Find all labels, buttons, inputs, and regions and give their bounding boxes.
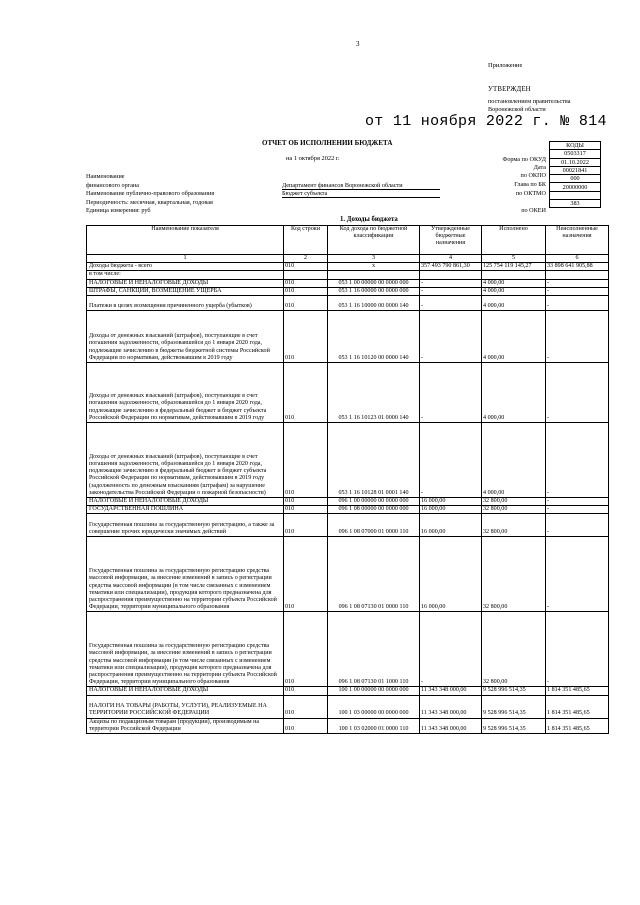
cell-approved: -: [420, 296, 482, 311]
cell-unexecuted: 1 814 351 485,65: [546, 718, 609, 733]
cell-approved: 11 343 348 000,00: [420, 695, 482, 718]
cell-executed: 32 800,00: [482, 498, 546, 506]
cell-kbk: 053 1 00 00000 00 0000 000: [328, 279, 420, 287]
table-row: [87, 287, 609, 295]
cell-unexecuted: -: [546, 506, 609, 514]
header-row: [87, 226, 609, 255]
column-numbers-row: [87, 255, 609, 263]
report-title: ОТЧЕТ ОБ ИСПОЛНЕНИИ БЮДЖЕТА: [262, 139, 393, 147]
cell-approved: 16 000,00: [420, 514, 482, 537]
code-oktmo: 20000000: [550, 183, 601, 191]
approved-text: [488, 98, 608, 114]
code-okpo: 00021841: [550, 166, 601, 174]
header-approved: Утвержденные бюджетные назначения: [420, 226, 482, 255]
cell-kbk: 096 1 08 07130 01 0000 110: [328, 537, 420, 612]
cell-name: ГОСУДАРСТВЕННАЯ ПОШЛИНА: [87, 506, 284, 514]
code-okud: 0503317: [550, 150, 601, 158]
cell-code: 010: [284, 363, 328, 423]
label-bk: Глава по БК: [514, 181, 546, 188]
cell-code: 010: [284, 423, 328, 498]
cell-unexecuted: [546, 271, 609, 279]
cell-approved: -: [420, 311, 482, 363]
cell-unexecuted: -: [546, 279, 609, 287]
cell-kbk: 096 1 08 00000 00 0000 000: [328, 506, 420, 514]
code-bk: 000: [550, 175, 601, 183]
col-num-5: 5: [482, 255, 546, 263]
code-okei: 383: [550, 200, 601, 208]
meta-line-4: Периодичность: месячная, квартальная, годовая: [86, 199, 213, 206]
cell-name: НАЛОГИ НА ТОВАРЫ (РАБОТЫ, УСЛУГИ), РЕАЛИЗУЕМЫЕ НА ТЕРРИТОРИИ РОССИЙСКОЙ ФЕДЕРАЦИИ: [87, 695, 284, 718]
table-row: [87, 296, 609, 311]
entity-underline: [282, 197, 440, 198]
cell-unexecuted: -: [546, 363, 609, 423]
table-row: [87, 695, 609, 718]
cell-code: 010: [284, 279, 328, 287]
cell-approved: 16 000,00: [420, 506, 482, 514]
cell-name: ШТРАФЫ, САНКЦИИ, ВОЗМЕЩЕНИЕ УЩЕРБА: [87, 287, 284, 295]
cell-approved: -: [420, 287, 482, 295]
cell-unexecuted: -: [546, 423, 609, 498]
table-row: [87, 271, 609, 279]
cell-name: в том числе:: [87, 271, 284, 279]
cell-kbk: 096 1 08 07130 01 1000 110: [328, 612, 420, 687]
label-date: Дата: [533, 164, 546, 171]
cell-executed: 9 528 996 514,35: [482, 718, 546, 733]
cell-code: [284, 271, 328, 279]
table-row: [87, 279, 609, 287]
meta-line-3: Наименование публично-правового образования: [86, 190, 215, 197]
cell-name: Доходы от денежных взысканий (штрафов), поступающие в счет погашения задолженности, образовавшейся до 1 января 2020 года, подлежащие зачислению в бюджеты бюджетной системы Российской Федерации по нормативам, действовавшим в 2019 году: [87, 311, 284, 363]
cell-unexecuted: -: [546, 287, 609, 295]
cell-executed: 32 800,00: [482, 612, 546, 687]
cell-code: 010: [284, 287, 328, 295]
cell-kbk: 053 1 16 10123 01 0000 140: [328, 363, 420, 423]
cell-code: 010: [284, 687, 328, 695]
table-row: [87, 687, 609, 695]
cell-name: Доходы бюджета - всего: [87, 263, 284, 271]
cell-executed: 4 000,00: [482, 311, 546, 363]
report-date: на 1 октября 2022 г.: [286, 155, 340, 162]
cell-name: Доходы от денежных взысканий (штрафов), поступающие в счет погашения задолженности, образовавшейся до 1 января 2020 года, подлежащие зачислению в федеральный бюджет и бюджет субъекта Российской Федерации по нормативам, действовавшим в 2019 году (задолженность по денежным взысканиям (штрафам) за нарушение законодательства Российской Федерации о пожарной безопасности): [87, 423, 284, 498]
cell-name: Государственная пошлина за государственную регистрацию средства массовой информации, за внесение изменений в запись о регистрации средства массовой информации (в том числе связанных с изменением тематики или специализации), продукция которого предназначена для распространения преимущественно на территории субъекта Российской Федерации, территории муниципального образования: [87, 537, 284, 612]
cell-approved: -: [420, 363, 482, 423]
cell-unexecuted: -: [546, 514, 609, 537]
cell-approved: 11 343 348 000,00: [420, 687, 482, 695]
cell-name: Доходы от денежных взысканий (штрафов), поступающие в счет погашения задолженности, образовавшейся до 1 января 2020 года, подлежащие зачислению в федеральный бюджет и бюджет субъекта Российской Федерации по нормативам, действовавшим в 2019 году: [87, 363, 284, 423]
table-row: [87, 514, 609, 537]
cell-name: Государственная пошлина за государственную регистрацию средства массовой информации, за внесение изменений в запись о регистрации средства массовой информации (в том числе связанных с изменением тематики или специализации), продукция которого предназначена для распространения преимущественно на территории субъекта Российской Федерации, территории муниципального образования: [87, 612, 284, 687]
code-empty: [550, 191, 601, 199]
cell-name: НАЛОГОВЫЕ И НЕНАЛОГОВЫЕ ДОХОДЫ: [87, 498, 284, 506]
cell-unexecuted: -: [546, 296, 609, 311]
cell-name: Акцизы по подакцизным товарам (продукции), производимым на территории Российской Федерации: [87, 718, 284, 733]
appendix-label: Приложение: [488, 62, 523, 69]
cell-executed: 32 800,00: [482, 514, 546, 537]
label-oktmo: по ОКТМО: [515, 190, 546, 197]
table-row: [87, 506, 609, 514]
cell-kbk: 053 1 16 10128 01 0001 140: [328, 423, 420, 498]
cell-executed: 4 000,00: [482, 363, 546, 423]
table-row: [87, 311, 609, 363]
col-num-4: 4: [420, 255, 482, 263]
cell-kbk: 096 1 00 00000 00 0000 000: [328, 498, 420, 506]
cell-code: 010: [284, 514, 328, 537]
col-num-6: 6: [546, 255, 609, 263]
cell-code: 010: [284, 498, 328, 506]
cell-unexecuted: -: [546, 498, 609, 506]
income-table: [86, 225, 609, 734]
cell-code: 010: [284, 311, 328, 363]
cell-approved: 11 343 348 000,00: [420, 718, 482, 733]
cell-name: Платежи в целях возмещения причиненного ущерба (убытков): [87, 296, 284, 311]
codes-header: КОДЫ: [550, 142, 601, 150]
codes-table: [549, 141, 601, 208]
cell-kbk: 100 1 03 02000 01 0000 110: [328, 718, 420, 733]
page-number: 3: [356, 40, 360, 48]
cell-code: 010: [284, 537, 328, 612]
header-kbk: Код дохода по бюджетной классификации: [328, 226, 420, 255]
cell-approved: 16 000,00: [420, 498, 482, 506]
cell-unexecuted: -: [546, 537, 609, 612]
cell-code: 010: [284, 296, 328, 311]
table-row: [87, 498, 609, 506]
cell-kbk: 053 1 16 10000 00 0000 140: [328, 296, 420, 311]
entity-name: Бюджет субъекта: [282, 190, 328, 197]
cell-unexecuted: 1 814 351 485,65: [546, 695, 609, 718]
label-okud: Форма по ОКУД: [502, 156, 546, 163]
cell-kbk: 096 1 08 07000 01 0000 110: [328, 514, 420, 537]
cell-executed: 4 000,00: [482, 423, 546, 498]
section-title: 1. Доходы бюджета: [340, 216, 398, 223]
cell-code: 010: [284, 718, 328, 733]
cell-executed: 9 528 996 514,35: [482, 687, 546, 695]
cell-executed: 32 800,00: [482, 506, 546, 514]
header-code: Код строки: [284, 226, 328, 255]
cell-unexecuted: -: [546, 311, 609, 363]
cell-approved: 16 000,00: [420, 537, 482, 612]
cell-executed: 9 528 996 514,35: [482, 695, 546, 718]
cell-code: 010: [284, 506, 328, 514]
cell-approved: 357 493 790 861,30: [420, 263, 482, 271]
table-row: [87, 612, 609, 687]
cell-executed: 125 754 119 145,27: [482, 263, 546, 271]
cell-code: 010: [284, 263, 328, 271]
meta-line-5: Единица измерения: руб: [86, 207, 151, 214]
cell-approved: -: [420, 612, 482, 687]
cell-kbk: [328, 271, 420, 279]
col-num-3: 3: [328, 255, 420, 263]
table-row: [87, 718, 609, 733]
cell-code: 010: [284, 612, 328, 687]
label-okei: по ОКЕИ: [521, 207, 546, 214]
header-name: Наименование показателя: [87, 226, 284, 255]
header-unexecuted: Неисполненные назначения: [546, 226, 609, 255]
cell-unexecuted: -: [546, 612, 609, 687]
cell-name: НАЛОГОВЫЕ И НЕНАЛОГОВЫЕ ДОХОДЫ: [87, 279, 284, 287]
cell-approved: -: [420, 279, 482, 287]
cell-kbk: x: [328, 263, 420, 271]
code-date: 01.10.2022: [550, 158, 601, 166]
approved-title: УТВЕРЖДЕН: [488, 86, 531, 93]
meta-line-2: финансового органа: [86, 182, 140, 189]
col-num-2: 2: [284, 255, 328, 263]
financial-org-name: Департамент финансов Воронежской области: [282, 182, 403, 189]
cell-executed: 4 000,00: [482, 287, 546, 295]
approved-line-2: Воронежской области: [488, 106, 546, 113]
label-okpo: по ОКПО: [520, 172, 546, 179]
cell-executed: [482, 271, 546, 279]
table-row: [87, 423, 609, 498]
cell-unexecuted: 1 814 351 485,65: [546, 687, 609, 695]
meta-line-1: Наименование: [86, 173, 125, 180]
cell-executed: 4 000,00: [482, 296, 546, 311]
cell-name: НАЛОГОВЫЕ И НЕНАЛОГОВЫЕ ДОХОДЫ: [87, 687, 284, 695]
cell-kbk: 053 1 16 00000 00 0000 000: [328, 287, 420, 295]
header-executed: Исполнено: [482, 226, 546, 255]
cell-approved: [420, 271, 482, 279]
col-num-1: 1: [87, 255, 284, 263]
table-row: [87, 363, 609, 423]
decree-stamp: от 11 ноября 2022 г. № 814: [365, 113, 607, 130]
cell-executed: 32 800,00: [482, 537, 546, 612]
cell-executed: 4 000,00: [482, 279, 546, 287]
table-row: [87, 537, 609, 612]
cell-kbk: 100 1 03 00000 00 0000 000: [328, 695, 420, 718]
cell-unexecuted: 33 898 641 905,88: [546, 263, 609, 271]
cell-name: Государственная пошлина за государственную регистрацию, а также за совершение прочих юридически значимых действий: [87, 514, 284, 537]
cell-kbk: 053 1 16 10120 00 0000 140: [328, 311, 420, 363]
table-row: [87, 263, 609, 271]
cell-kbk: 100 1 00 00000 00 0000 000: [328, 687, 420, 695]
cell-code: 010: [284, 695, 328, 718]
cell-approved: -: [420, 423, 482, 498]
approved-line-1: постановлением правительства: [488, 98, 571, 105]
